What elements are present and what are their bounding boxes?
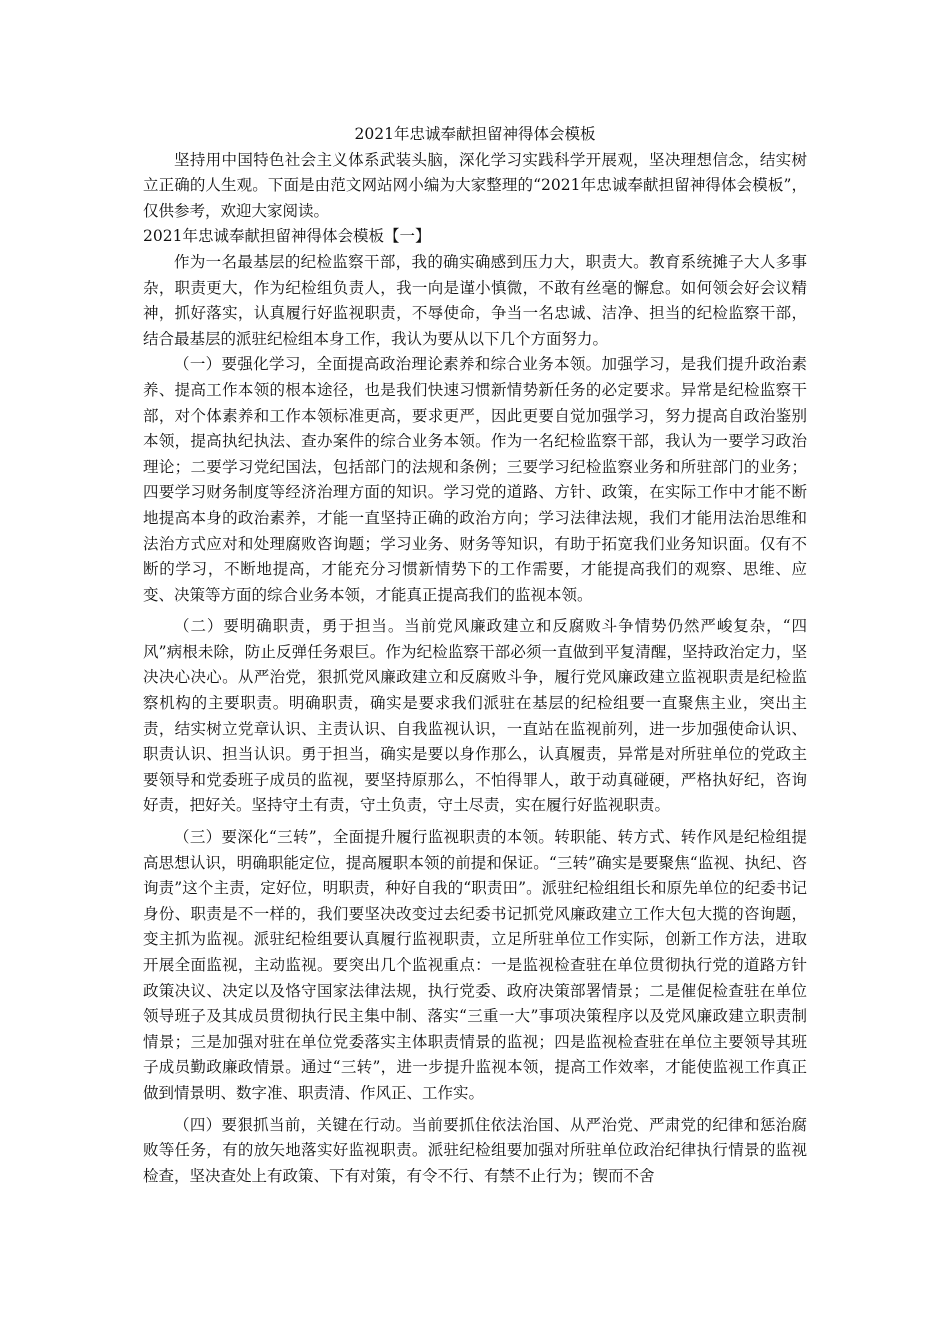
section-heading: 2021年忠诚奉献担留神得体会模板【一】	[143, 227, 431, 246]
body-paragraph: （四）要狠抓当前，关键在行动。当前要抓住依法治国、从严治党、严肃党的纪律和惩治腐败等任务，有的放矢地落实好监视职责。派驻纪检组要加强对所驻单位政治纪律执行情景的监视检查，坚决查处上有政策、下有对策，有令不行、有禁不止行为；锲而不舍	[143, 1115, 807, 1185]
body-paragraph: （三）要深化“三转”，全面提升履行监视职责的本领。转职能、转方式、转作风是纪检组提高思想认识，明确职能定位，提高履职本领的前提和保证。“三转”确实是要聚焦“监视、执纪、咨询责”这个主责，定好位，明职责，种好自我的“职责田”。派驻纪检组组长和原先单位的纪委书记身份、职责是不一样的，我们要坚决改变过去纪委书记抓党风廉政建立工作大包大揽的咨询题，变主抓为监视。派驻纪检组要认真履行监视职责，立足所驻单位工作实际，创新工作方法，进取开展全面监视，主动监视。要突出几个监视重点：一是监视检查驻在单位贯彻执行党的道路方针政策决议、决定以及恪守国家法律法规，执行党委、政府决策部署情景；二是催促检查驻在单位领导班子及其成员贯彻执行民主集中制、落实“三重一大”事项决策程序以及党风廉政建立职责制情景；三是加强对驻在单位党委落实主体职责情景的监视；四是监视检查驻在单位主要领导其班子成员勤政廉政情景。通过“三转”，进一步提升监视本领，提高工作效率，才能使监视工作真正做到情景明、数字准、职责清、作风正、工作实。	[143, 828, 807, 1102]
document-title: 2021年忠诚奉献担留神得体会模板	[354, 125, 596, 143]
body-paragraph: （一）要强化学习，全面提高政治理论素养和综合业务本领。加强学习，是我们提升政治素养、提高工作本领的根本途径，也是我们快速习惯新情势新任务的必定要求。异常是纪检监察干部，对个体素养和工作本领标准更高，要求更严，因此更要自觉加强学习，努力提高自政治鉴别本领，提高执纪执法、查办案件的综合业务本领。作为一名纪检监察干部，我认为一要学习政治理论；二要学习党纪国法，包括部门的法规和条例；三要学习纪检监察业务和所驻部门的业务；四要学习财务制度等经济治理方面的知识。学习党的道路、方针、政策，在实际工作中才能不断地提高本身的政治素养，才能一直坚持正确的政治方向；学习法律法规，我们才能用法治思维和法治方式应对和处理腐败咨询题；学习业务、财务等知识，有助于拓宽我们业务知识面。仅有不断的学习，不断地提高，才能充分习惯新情势下的工作需要，才能提高我们的观察、思维、应变、决策等方面的综合业务本领，才能真正提高我们的监视本领。	[143, 355, 807, 604]
document-page	[143, 122, 807, 1189]
intro-paragraph: 坚持用中国特色社会主义体系武装头脑，深化学习实践科学开展观，坚决理想信念，结实树立正确的人生观。下面是由范文网站网小编为大家整理的“2021年忠诚奉献担留神得体会模板”，仅供参考，欢迎大家阅读。	[143, 150, 807, 220]
body-paragraph: （二）要明确职责，勇于担当。当前党风廉政建立和反腐败斗争情势仍然严峻复杂，“四风”病根未除，防止反弹任务艰巨。作为纪检监察干部必须一直做到平复清醒，坚持政治定力，坚决决心决心。从严治党，狠抓党风廉政建立和反腐败斗争，履行党风廉政建立监视职责是纪检监察机构的主要职责。明确职责，确实是要求我们派驻在基层的纪检组要一直聚焦主业，突出主责，结实树立党章认识、主责认识、自我监视认识，一直站在监视前列，进一步加强使命认识、职责认识、担当认识。勇于担当，确实是要以身作那么，认真履责，异常是对所驻单位的党政主要领导和党委班子成员的监视，要坚持原那么，不怕得罪人，敢于动真碰硬，严格执好纪，咨询好责，把好关。坚持守土有责，守土负责，守土尽责，实在履行好监视职责。	[143, 617, 807, 815]
body-paragraph: 作为一名最基层的纪检监察干部，我的确实确感到压力大，职责大。教育系统摊子大人多事杂，职责更大，作为纪检组负责人，我一向是谨小慎微，不敢有丝毫的懈怠。如何领会好会议精神，抓好落实，认真履行好监视职责，不辱使命，争当一名忠诚、洁净、担当的纪检监察干部，结合最基层的派驻纪检组本身工作，我认为要从以下几个方面努力。	[143, 252, 807, 348]
